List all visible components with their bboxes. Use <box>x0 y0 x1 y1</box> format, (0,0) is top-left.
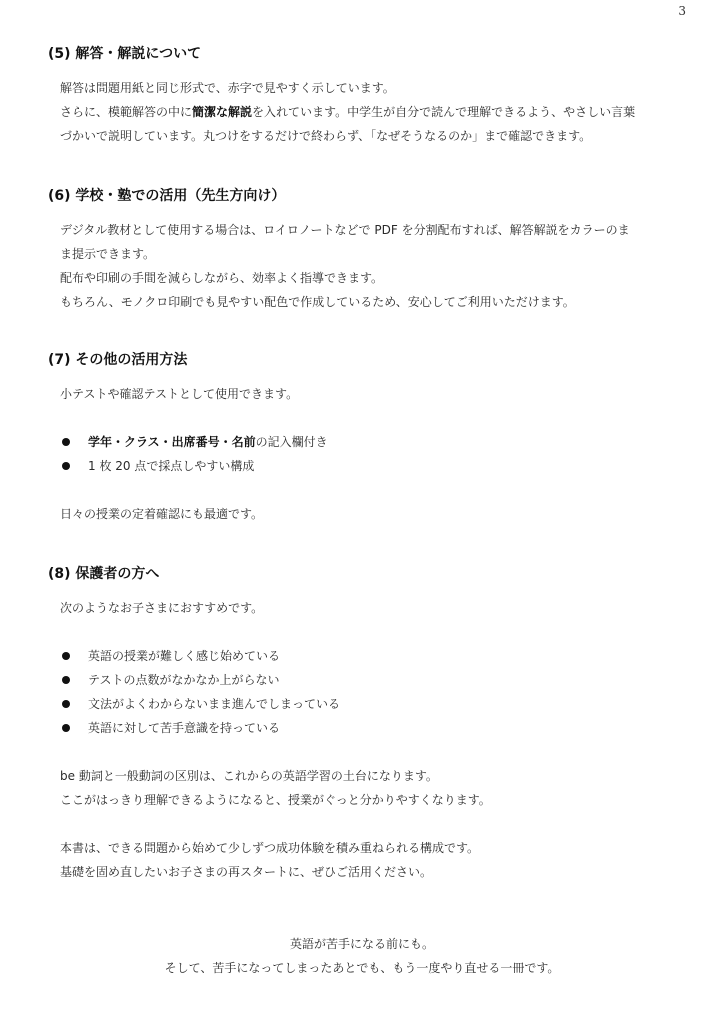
section-heading: (6) 学校・塾での活用（先生方向け） <box>48 188 286 204</box>
paragraph: もちろん、モノクロ印刷でも見やすい配色で作成しているため、安心してご利用いただけます。 <box>60 295 575 309</box>
bold-text: 簡潔な解説 <box>192 105 253 119</box>
list-item: テストの点数がなかなか上がらない <box>60 668 688 692</box>
paragraph: ま提示できます。 <box>60 247 156 261</box>
paragraph: づかいで説明しています。丸つけをするだけで終わらず、「なぜそうなるのか」まで確認できます。 <box>60 129 592 143</box>
list-item <box>60 430 688 454</box>
paragraph: 解答は問題用紙と同じ形式で、赤字で見やすく示しています。 <box>60 81 395 95</box>
paragraph: 次のようなお子さまにおすすめです。 <box>60 601 264 615</box>
bold-text: 学年・クラス・出席番号・名前 <box>88 435 256 449</box>
text: の記入欄付き <box>255 435 328 449</box>
paragraph: 小テストや確認テストとして使用できます。 <box>60 387 299 401</box>
section-heading: (7) その他の活用方法 <box>48 352 188 368</box>
paragraph: be 動詞と一般動詞の区別は、これからの英語学習の土台になります。 <box>60 769 438 783</box>
text: さらに、模範解答の中に <box>60 105 193 119</box>
section-for-parents <box>48 564 688 884</box>
section-heading: (5) 解答・解説について <box>48 46 202 62</box>
closing-message <box>0 932 724 980</box>
section-heading: (8) 保護者の方へ <box>48 566 160 582</box>
page-number: 3 <box>678 4 686 18</box>
section-answers-explanations <box>48 44 688 148</box>
paragraph: ここがはっきり理解できるようになると、授業がぐっと分かりやすくなります。 <box>60 793 491 807</box>
paragraph: 日々の授業の定着確認にも最適です。 <box>60 507 264 521</box>
paragraph: 本書は、できる問題から始めて少しずつ成功体験を積み重ねられる構成です。 <box>60 841 480 855</box>
list-item: 文法がよくわからないまま進んでしまっている <box>60 692 688 716</box>
paragraph: 配布や印刷の手間を減らしながら、効率よく指導できます。 <box>60 271 384 285</box>
paragraph: 基礎を固め直したいお子さまの再スタートに、ぜひご活用ください。 <box>60 865 433 879</box>
list-item: 英語の授業が難しく感じ始めている <box>60 644 688 668</box>
list-item: 英語に対して苦手意識を持っている <box>60 716 688 740</box>
paragraph: デジタル教材として使用する場合は、ロイロノートなどで PDF を分割配布すれば、解答解説をカラーのま <box>60 223 630 237</box>
closing-line: そして、苦手になってしまったあとでも、もう一度やり直せる一冊です。 <box>164 961 560 975</box>
list-item: 1 枚 20 点で採点しやすい構成 <box>60 454 688 478</box>
bullet-list <box>48 430 688 478</box>
closing-line: 英語が苦手になる前にも。 <box>289 937 434 951</box>
paragraph <box>60 100 688 124</box>
bullet-list <box>48 644 688 740</box>
text: を入れています。中学生が自分で読んで理解できるよう、やさしい言葉 <box>252 105 636 119</box>
section-other-usage <box>48 350 688 526</box>
section-school-usage <box>48 186 688 314</box>
